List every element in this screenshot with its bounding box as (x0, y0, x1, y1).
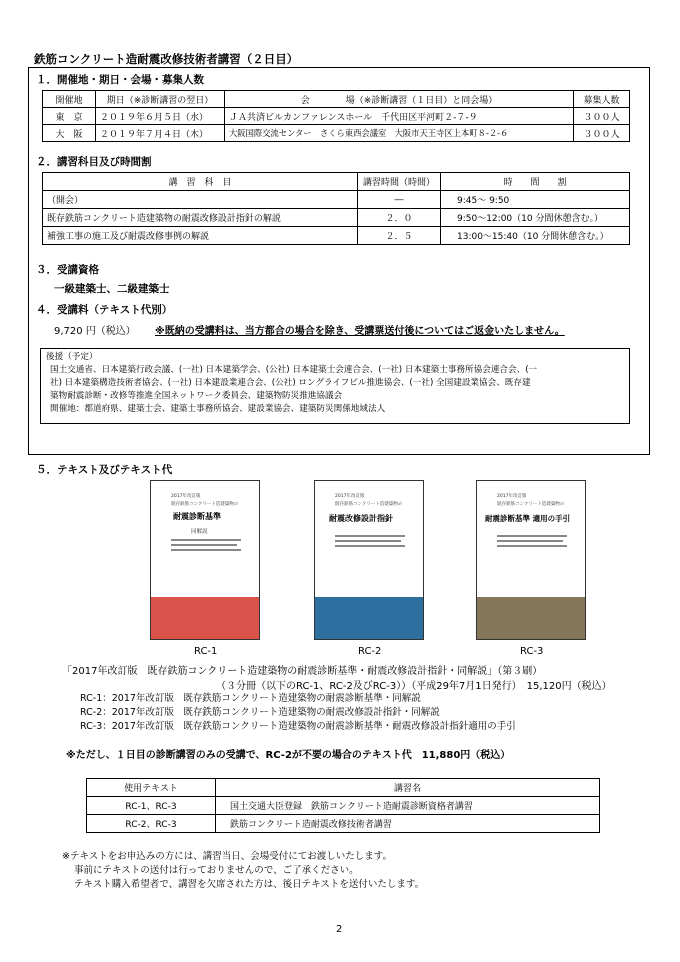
sponsor-line: 社) 日本建築構造技術者協会、(一社) 日本建設業連合会、(公社) ロングライフビル推進協会、(一社) 全国建設業協会、既存建 (50, 378, 531, 388)
cell: ― (358, 191, 441, 209)
cell: ＪＡ共済ビルカンファレンスホール 千代田区平河町２-７-９ (225, 108, 574, 125)
cell: ２０１９年７月４日（木） (96, 125, 225, 142)
col-header: 使用テキスト (87, 779, 216, 797)
table-row (43, 209, 630, 227)
table-row (43, 125, 630, 142)
book-main-title: 耐震診断基準 適用の手引 (485, 514, 571, 523)
col-header: 講習名 (216, 779, 600, 797)
cell: RC-1、RC-3 (87, 797, 216, 815)
discount-note: ※ただし、１日目の診断講習のみの受講で、RC-2が不要の場合のテキスト代 11,880円（税込） (66, 750, 511, 761)
book-line (497, 540, 563, 542)
table-header-row (87, 779, 600, 797)
book-label: RC-1 (194, 646, 218, 657)
section4-heading: ４．受講料（テキスト代別） (36, 304, 173, 316)
book-band (477, 597, 585, 639)
cell: 国土交通大臣登録 鉄筋コンクリート造耐震診断資格者講習 (216, 797, 600, 815)
book-year: 2017年改訂版 (497, 494, 527, 499)
table-row (43, 227, 630, 245)
book-line (171, 549, 241, 551)
sponsor-title: 後援（予定） (46, 352, 98, 362)
book-year: 2017年改訂版 (171, 494, 201, 499)
book-subtitle: 既存鉄筋コンクリート造建築物の (171, 502, 239, 507)
footnote: テキスト購入希望者で、講習を欠席された方は、後日テキストを送付いたします。 (74, 879, 425, 890)
venue-table (42, 90, 630, 142)
book-main-title: 耐震改修設計指針 (329, 514, 393, 523)
book-cover-rc1 (150, 480, 260, 640)
book-line (497, 545, 567, 547)
table-row (43, 108, 630, 125)
book-line (335, 545, 405, 547)
cell: 9:45～ 9:50 (441, 191, 630, 209)
set-title: 「2017年改訂版 既存鉄筋コンクリート造建築物の耐震診断基準・耐震改修設計指針・同解説」（第３刷） (62, 666, 543, 677)
cell: 鉄筋コンクリート造耐震改修技術者講習 (216, 815, 600, 833)
section2-heading: ２．講習科目及び時間割 (36, 156, 152, 168)
footnotes (62, 850, 424, 892)
section1-heading: １．開催地・期日・会場・募集人数 (36, 74, 204, 86)
book-band (151, 597, 259, 639)
cell: 大 阪 (43, 125, 96, 142)
refund-note: ※既納の受講料は、当方都合の場合を除き、受講票送付後についてはご返金いたしません。 (155, 326, 565, 337)
set-detail: （３分冊（以下のRC-1、RC-2及びRC-3））（平成29年7月1日発行） 15,120円（税込） (216, 681, 612, 692)
list-item: RC-2：2017年改訂版 既存鉄筋コンクリート造建築物の耐震改修設計指針・同解説 (80, 707, 440, 718)
book-cover-rc3 (476, 480, 586, 640)
schedule-table (42, 172, 630, 245)
book-line (335, 535, 405, 537)
page-number: 2 (336, 924, 343, 935)
fee-text: 9,720 円（税込） (54, 326, 136, 337)
list-item: RC-1：2017年改訂版 既存鉄筋コンクリート造建築物の耐震診断基準・同解説 (80, 693, 421, 704)
usage-table (86, 778, 600, 833)
cell: 既存鉄筋コンクリート造建築物の耐震改修設計指針の解説 (43, 209, 358, 227)
cell: 補強工事の施工及び耐震改修事例の解説 (43, 227, 358, 245)
cell: （開会） (43, 191, 358, 209)
cell: 東 京 (43, 108, 96, 125)
col-header: 講 習 科 目 (43, 173, 358, 191)
col-header: 開催地 (43, 91, 96, 108)
table-header-row (43, 91, 630, 108)
section5-heading: ５．テキスト及びテキスト代 (36, 464, 173, 476)
cell: RC-2、RC-3 (87, 815, 216, 833)
cell: 大阪国際交流センター さくら東西会議室 大阪市天王寺区上本町８-２-６ (225, 125, 574, 142)
cell: ３００人 (574, 125, 630, 142)
table-row (87, 815, 600, 833)
cell: ３００人 (574, 108, 630, 125)
col-header: 会 場（※診断講習（１日目）と同会場） (225, 91, 574, 108)
book-list (80, 692, 516, 734)
col-header: 時 間 割 (441, 173, 630, 191)
section3-heading: ３．受講資格 (36, 264, 99, 276)
book-label: RC-2 (358, 646, 382, 657)
book-line (171, 539, 241, 541)
list-item: RC-3：2017年改訂版 既存鉄筋コンクリート造建築物の耐震診断基準・耐震改修設計指針適用の手引 (80, 721, 516, 732)
document-title: 鉄筋コンクリート造耐震改修技術者講習（２日目） (34, 52, 299, 66)
cell: ２０１９年６月５日（水） (96, 108, 225, 125)
sponsor-line: 築物耐震診断・改修等推進全国ネットワーク委員会、建築物防災推進協議会 (50, 391, 343, 401)
book-line (171, 544, 237, 546)
book-main-title: 耐震診断基準 (173, 512, 221, 521)
sponsor-line: 開催地：都道府県、建築士会、建築士事務所協会、建設業協会、建築防災関係地域法人 (50, 404, 386, 414)
sponsor-line: 国土交通省、日本建築行政会議、(一社) 日本建築学会、(公社) 日本建築士会連合会、(一社) 日本建築士事務所協会連合会、(一 (50, 365, 538, 375)
col-header: 募集人数 (574, 91, 630, 108)
book-band (315, 597, 423, 639)
sponsor-box (40, 348, 630, 424)
cell: 13:00～15:40（10 分間休憩含む。） (441, 227, 630, 245)
cell: ２．０ (358, 209, 441, 227)
col-header: 講習時間（時間） (358, 173, 441, 191)
footnote: ※テキストをお申込みの方には、講習当日、会場受付にてお渡しいたします。 (62, 851, 393, 862)
cell: ２．５ (358, 227, 441, 245)
table-row (43, 191, 630, 209)
book-label: RC-3 (520, 646, 544, 657)
col-header: 期日（※診断講習の翌日） (96, 91, 225, 108)
footnote: 事前にテキストの送付は行っておりませんので、ご了承ください。 (74, 865, 359, 876)
table-row (87, 797, 600, 815)
table-header-row (43, 173, 630, 191)
book-year: 2017年改訂版 (335, 494, 365, 499)
book-line (497, 535, 567, 537)
book-subtitle: 既存鉄筋コンクリート造建築物の (335, 502, 403, 507)
book-sub2: 同解説 (191, 529, 208, 535)
qualification-text: 一級建築士、二級建築士 (54, 283, 170, 295)
book-subtitle: 既存鉄筋コンクリート造建築物の (497, 502, 565, 507)
book-line (335, 540, 401, 542)
cell: 9:50～12:00（10 分間休憩含む。） (441, 209, 630, 227)
book-cover-rc2 (314, 480, 424, 640)
